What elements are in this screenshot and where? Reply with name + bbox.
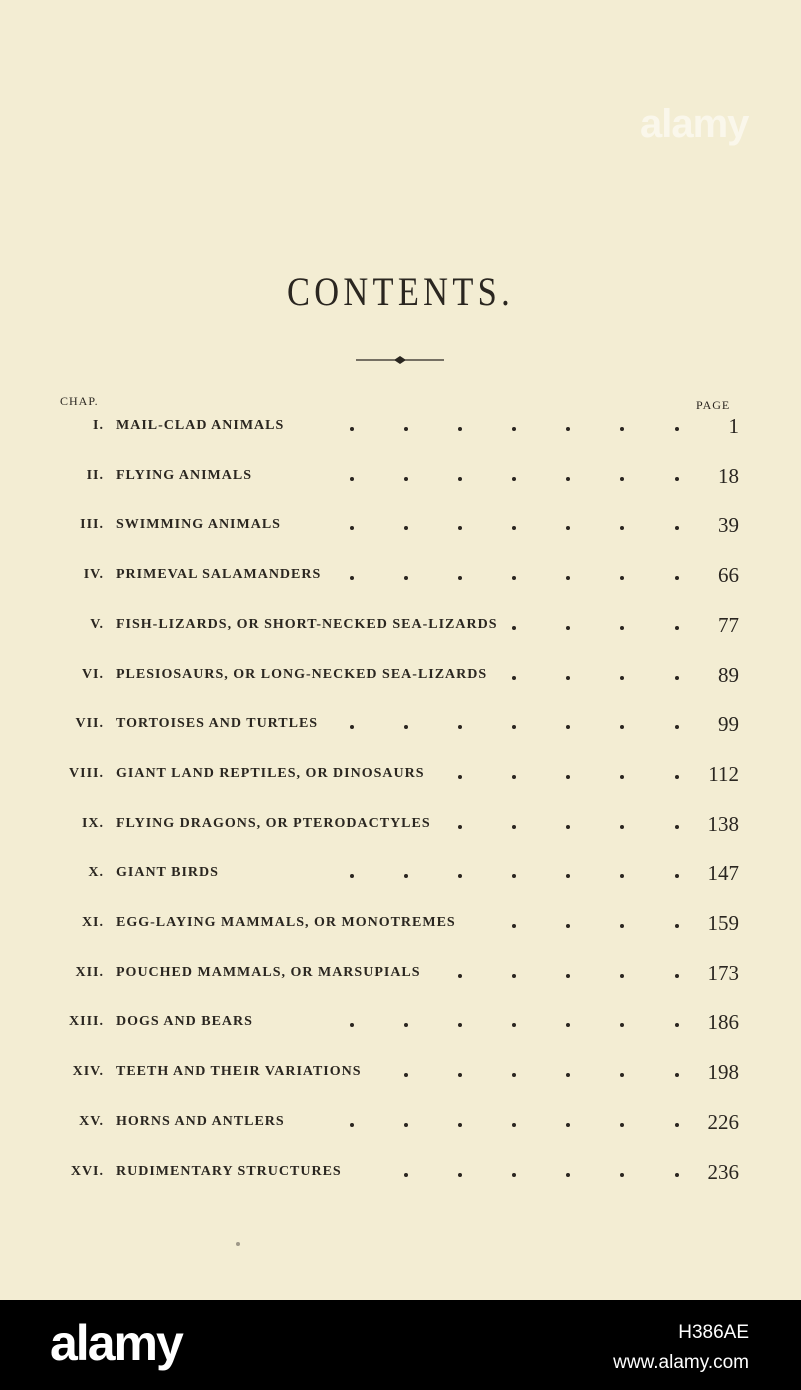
chapter-page: 226 — [707, 1109, 739, 1134]
chapter-number: XIII. — [69, 1014, 104, 1030]
chapter-title: DOGS AND BEARS — [116, 1014, 253, 1030]
chapter-title: POUCHED MAMMALS, OR MARSUPIALS — [116, 964, 421, 980]
leader-dot — [350, 427, 354, 431]
toc-row — [0, 611, 801, 641]
toc-row — [0, 412, 801, 442]
leader-dot — [566, 1173, 570, 1177]
paper-speck — [236, 1242, 240, 1246]
leader-dot — [566, 775, 570, 779]
chap-column-header: CHAP. — [60, 394, 99, 408]
leader-dot — [675, 1073, 679, 1077]
image-id: H386AE — [678, 1322, 749, 1343]
chapter-title: HORNS AND ANTLERS — [116, 1113, 285, 1129]
chapter-page: 89 — [718, 662, 739, 687]
chapter-page: 138 — [707, 811, 739, 836]
chapter-title: GIANT LAND REPTILES, OR DINOSAURS — [116, 765, 425, 781]
leader-dot — [620, 427, 624, 431]
toc-row — [0, 1058, 801, 1088]
leader-dot — [404, 477, 408, 481]
leader-dot — [512, 676, 516, 680]
chapter-page: 147 — [707, 861, 739, 886]
leader-dot — [404, 427, 408, 431]
leader-dot — [512, 526, 516, 530]
chapter-number: XIV. — [72, 1064, 104, 1080]
leader-dot — [620, 676, 624, 680]
leader-dot — [458, 427, 462, 431]
leader-dot — [675, 775, 679, 779]
leader-dot — [566, 874, 570, 878]
leader-dot — [458, 1023, 462, 1027]
chapter-number: IV. — [83, 567, 104, 583]
toc-row — [0, 1008, 801, 1038]
leader-dot — [512, 1023, 516, 1027]
chapter-title: TORTOISES AND TURTLES — [116, 716, 319, 732]
leader-dot — [512, 626, 516, 630]
chapter-number: V. — [90, 616, 104, 632]
leader-dot — [404, 526, 408, 530]
leader-dot — [458, 775, 462, 779]
leader-dot — [675, 1123, 679, 1127]
leader-dot — [512, 775, 516, 779]
leader-dot — [675, 874, 679, 878]
leader-dot — [620, 477, 624, 481]
leader-dot — [404, 1023, 408, 1027]
leader-dot — [675, 477, 679, 481]
leader-dot — [620, 874, 624, 878]
chapter-title: FLYING DRAGONS, OR PTERODACTYLES — [116, 815, 431, 831]
leader-dot — [566, 477, 570, 481]
leader-dot — [566, 576, 570, 580]
leader-dot — [512, 1173, 516, 1177]
site-url: www.alamy.com — [613, 1352, 749, 1373]
toc-row — [0, 1158, 801, 1188]
leader-dot — [512, 924, 516, 928]
chapter-page: 18 — [718, 463, 739, 488]
chapter-title: TEETH AND THEIR VARIATIONS — [116, 1064, 362, 1080]
chapter-number: XVI. — [70, 1163, 104, 1179]
toc-row — [0, 909, 801, 939]
toc-row — [0, 859, 801, 889]
leader-dot — [458, 576, 462, 580]
leader-dot — [566, 1073, 570, 1077]
leader-dot — [404, 1173, 408, 1177]
page-title: CONTENTS. — [287, 269, 514, 314]
toc-row — [0, 1108, 801, 1138]
leader-dot — [404, 725, 408, 729]
watermark-logo: alamy — [640, 102, 749, 146]
chapter-number: XI. — [81, 915, 104, 930]
leader-dot — [512, 725, 516, 729]
watermark-bar — [0, 1300, 801, 1390]
leader-dot — [675, 725, 679, 729]
chapter-number: VII. — [75, 716, 104, 732]
chapter-title: MAIL-CLAD ANIMALS — [116, 418, 285, 433]
chapter-page: 66 — [718, 563, 739, 588]
chapter-page: 112 — [708, 761, 739, 786]
leader-dot — [620, 725, 624, 729]
leader-dot — [350, 1023, 354, 1027]
chapter-page: 236 — [707, 1159, 739, 1184]
alamy-logo: alamy — [50, 1315, 182, 1371]
leader-dot — [675, 626, 679, 630]
chapter-number: X. — [88, 865, 104, 881]
leader-dot — [404, 1073, 408, 1077]
leader-dot — [512, 825, 516, 829]
leader-dot — [512, 974, 516, 978]
leader-dot — [620, 576, 624, 580]
leader-dot — [620, 626, 624, 630]
toc-row — [0, 810, 801, 840]
leader-dot — [566, 924, 570, 928]
leader-dot — [458, 825, 462, 829]
leader-dot — [512, 874, 516, 878]
leader-dot — [350, 874, 354, 878]
toc-row — [0, 511, 801, 541]
chapter-title: EGG-LAYING MAMMALS, OR MONOTREMES — [116, 915, 456, 930]
leader-dot — [350, 526, 354, 530]
chapter-page: 186 — [707, 1010, 739, 1035]
ornament-divider — [356, 354, 444, 366]
toc-row — [0, 959, 801, 989]
toc-row — [0, 561, 801, 591]
leader-dot — [404, 874, 408, 878]
chapter-title: FLYING ANIMALS — [116, 467, 253, 483]
leader-dot — [512, 477, 516, 481]
leader-dot — [675, 576, 679, 580]
chapter-number: XV. — [79, 1113, 104, 1129]
leader-dot — [620, 974, 624, 978]
chapter-number: II. — [86, 467, 104, 483]
chapter-title: GIANT BIRDS — [116, 865, 219, 881]
leader-dot — [566, 676, 570, 680]
leader-dot — [566, 526, 570, 530]
chapter-number: VIII. — [69, 765, 104, 781]
leader-dot — [675, 1023, 679, 1027]
leader-dot — [566, 825, 570, 829]
chapter-number: III. — [80, 517, 104, 533]
leader-dot — [350, 576, 354, 580]
leader-dot — [675, 676, 679, 680]
leader-dot — [675, 825, 679, 829]
leader-dot — [620, 924, 624, 928]
leader-dot — [512, 1073, 516, 1077]
leader-dot — [458, 1073, 462, 1077]
chapter-title: PLESIOSAURS, OR LONG-NECKED SEA-LIZARDS — [116, 666, 488, 682]
leader-dot — [620, 775, 624, 779]
toc-row — [0, 760, 801, 790]
chapter-number: IX. — [81, 815, 104, 831]
leader-dot — [566, 626, 570, 630]
chapter-title: SWIMMING ANIMALS — [116, 517, 281, 533]
leader-dot — [620, 825, 624, 829]
chapter-number: VI. — [81, 666, 104, 682]
leader-dot — [620, 526, 624, 530]
chapter-page: 198 — [707, 1060, 739, 1085]
leader-dot — [458, 974, 462, 978]
leader-dot — [620, 1073, 624, 1077]
leader-dot — [458, 725, 462, 729]
leader-dot — [512, 427, 516, 431]
chapter-page: 77 — [718, 612, 739, 637]
chapter-number: XII. — [75, 964, 104, 980]
chapter-title: RUDIMENTARY STRUCTURES — [116, 1163, 342, 1179]
leader-dot — [458, 1123, 462, 1127]
chapter-page: 1 — [728, 414, 739, 438]
leader-dot — [566, 725, 570, 729]
toc-row — [0, 462, 801, 492]
chapter-page: 173 — [707, 960, 739, 985]
page-column-header: PAGE — [696, 398, 731, 412]
leader-dot — [512, 576, 516, 580]
leader-dot — [350, 477, 354, 481]
leader-dot — [458, 526, 462, 530]
chapter-page: 39 — [718, 513, 739, 538]
chapter-title: PRIMEVAL SALAMANDERS — [116, 567, 322, 583]
toc-row — [0, 661, 801, 691]
chapter-title: FISH-LIZARDS, OR SHORT-NECKED SEA-LIZARDS — [116, 616, 498, 632]
toc-row — [0, 710, 801, 740]
leader-dot — [675, 526, 679, 530]
leader-dot — [566, 1023, 570, 1027]
leader-dot — [566, 1123, 570, 1127]
leader-dot — [566, 974, 570, 978]
leader-dot — [620, 1123, 624, 1127]
leader-dot — [620, 1173, 624, 1177]
leader-dot — [404, 576, 408, 580]
chapter-page: 99 — [718, 712, 739, 737]
leader-dot — [675, 1173, 679, 1177]
leader-dot — [620, 1023, 624, 1027]
leader-dot — [675, 924, 679, 928]
leader-dot — [350, 1123, 354, 1127]
leader-dot — [675, 427, 679, 431]
leader-dot — [675, 974, 679, 978]
leader-dot — [512, 1123, 516, 1127]
leader-dot — [458, 1173, 462, 1177]
leader-dot — [458, 874, 462, 878]
leader-dot — [350, 725, 354, 729]
leader-dot — [458, 477, 462, 481]
leader-dot — [404, 1123, 408, 1127]
chapter-number: I. — [93, 418, 104, 433]
chapter-page: 159 — [707, 911, 739, 935]
leader-dot — [566, 427, 570, 431]
